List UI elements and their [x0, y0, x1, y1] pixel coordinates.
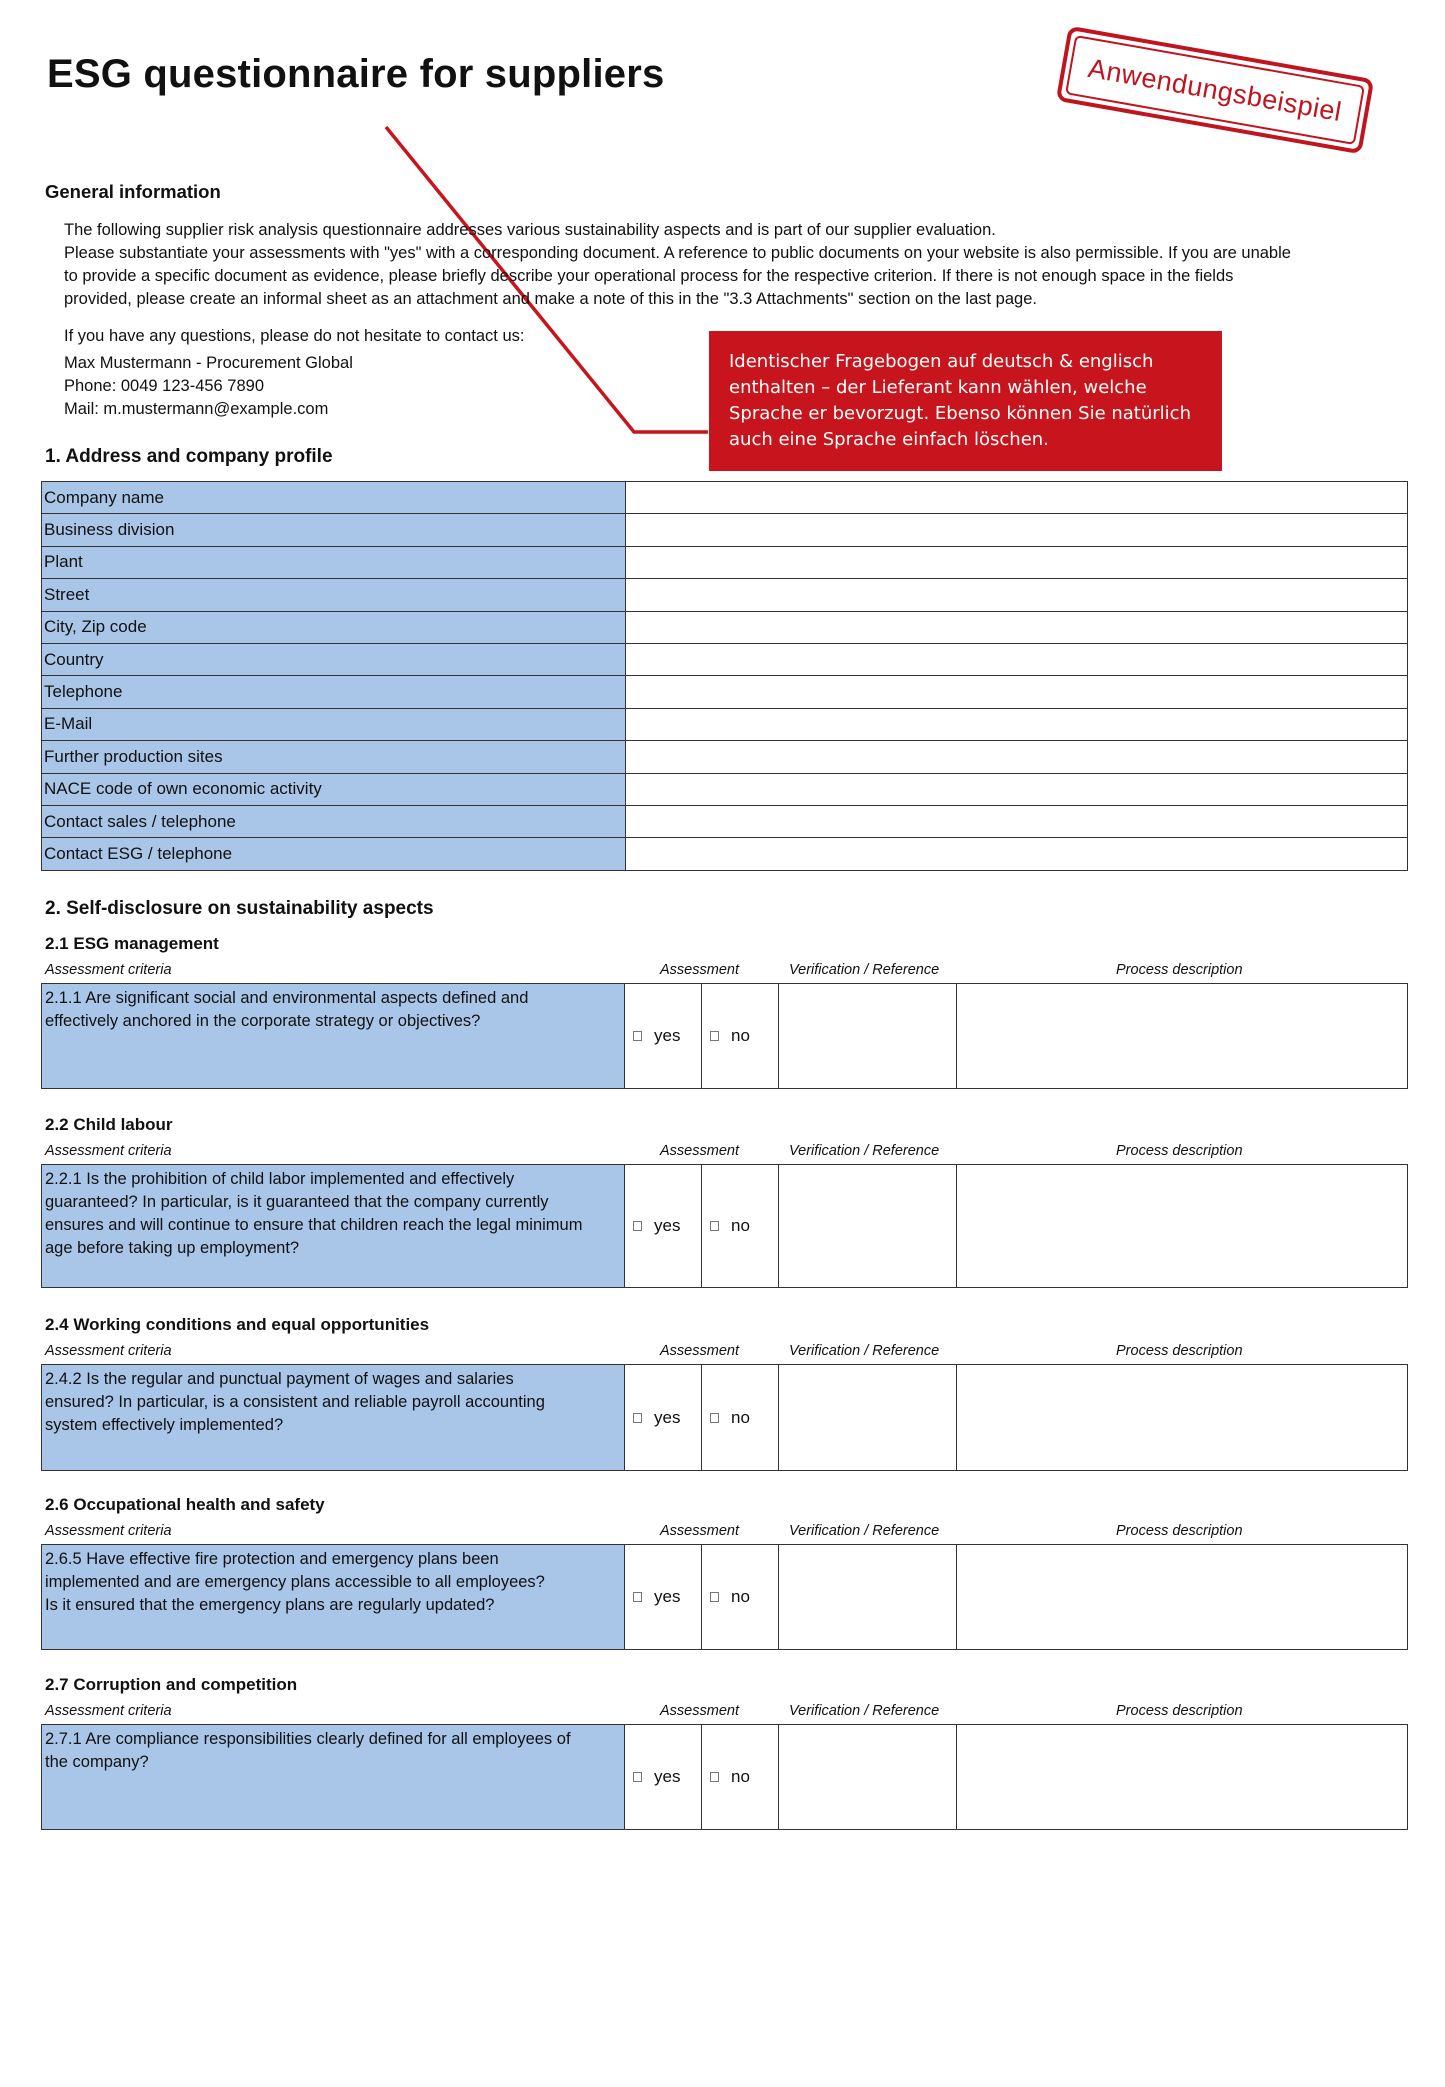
process-description-field[interactable]	[957, 1725, 1407, 1829]
no-checkbox[interactable]	[710, 1031, 719, 1041]
address-field-label: Country	[42, 643, 626, 675]
question-line: implemented and are emergency plans accessible to all employees?	[45, 1573, 545, 1591]
address-field-input[interactable]	[626, 611, 1408, 643]
page-title: ESG questionnaire for suppliers	[47, 52, 665, 96]
callout-line: enthalten – der Lieferant kann wählen, welche	[729, 377, 1147, 398]
question-row	[41, 1164, 1408, 1288]
yes-option[interactable]	[625, 1725, 702, 1829]
address-field-label: NACE code of own economic activity	[42, 773, 626, 805]
col-header-process: Process description	[1116, 1523, 1243, 1539]
no-checkbox[interactable]	[710, 1772, 719, 1782]
col-header-assessment: Assessment	[660, 1143, 739, 1159]
section-title: 2.7 Corruption and competition	[45, 1675, 298, 1694]
verification-field[interactable]	[779, 1165, 957, 1287]
col-header-process: Process description	[1116, 962, 1243, 978]
question-line: ensures and will continue to ensure that children reach the legal minimum	[45, 1216, 583, 1234]
verification-field[interactable]	[779, 984, 957, 1088]
intro-line: The following supplier risk analysis questionnaire addresses various sustainability aspects and is part of our supplier evaluation.	[64, 221, 996, 239]
address-field-input[interactable]	[626, 708, 1408, 740]
address-field-label: Contact ESG / telephone	[42, 838, 626, 870]
address-heading: 1. Address and company profile	[45, 446, 333, 467]
address-row	[42, 643, 1408, 675]
no-checkbox[interactable]	[710, 1592, 719, 1602]
address-field-input[interactable]	[626, 643, 1408, 675]
no-option[interactable]	[702, 1365, 779, 1470]
address-row	[42, 708, 1408, 740]
yes-label: yes	[654, 1216, 681, 1235]
address-field-label: City, Zip code	[42, 611, 626, 643]
question-line: 2.6.5 Have effective fire protection and emergency plans been	[45, 1550, 499, 1568]
col-header-criteria: Assessment criteria	[45, 1703, 172, 1719]
address-field-input[interactable]	[626, 741, 1408, 773]
contact-phone: Phone: 0049 123-456 7890	[64, 377, 265, 395]
no-option[interactable]	[702, 984, 779, 1088]
col-header-verification: Verification / Reference	[789, 1143, 940, 1159]
section-title: 2.6 Occupational health and safety	[45, 1495, 325, 1514]
process-description-field[interactable]	[957, 1545, 1407, 1649]
address-row	[42, 611, 1408, 643]
question-line: system effectively implemented?	[45, 1416, 284, 1434]
question-row	[41, 1724, 1408, 1830]
verification-field[interactable]	[779, 1365, 957, 1470]
address-row	[42, 514, 1408, 546]
col-header-verification: Verification / Reference	[789, 962, 940, 978]
address-field-label: Contact sales / telephone	[42, 805, 626, 837]
general-info-heading: General information	[45, 181, 221, 202]
address-field-input[interactable]	[626, 773, 1408, 805]
address-field-label: Business division	[42, 514, 626, 546]
address-field-input[interactable]	[626, 482, 1408, 514]
address-field-input[interactable]	[626, 676, 1408, 708]
question-row	[41, 1544, 1408, 1650]
address-row	[42, 741, 1408, 773]
callout-line: Identischer Fragebogen auf deutsch & englisch	[729, 351, 1154, 372]
address-field-input[interactable]	[626, 805, 1408, 837]
no-option[interactable]	[702, 1725, 779, 1829]
col-header-verification: Verification / Reference	[789, 1703, 940, 1719]
no-label: no	[731, 1587, 750, 1606]
address-row	[42, 482, 1408, 514]
contact-name: Max Mustermann - Procurement Global	[64, 354, 353, 372]
question-text	[42, 1165, 625, 1287]
col-header-criteria: Assessment criteria	[45, 962, 172, 978]
question-text	[42, 1365, 625, 1470]
question-line: Is it ensured that the emergency plans are regularly updated?	[45, 1596, 495, 1614]
address-field-input[interactable]	[626, 579, 1408, 611]
question-line: 2.4.2 Is the regular and punctual payment of wages and salaries	[45, 1370, 514, 1388]
yes-label: yes	[654, 1026, 681, 1045]
question-line: effectively anchored in the corporate strategy or objectives?	[45, 1012, 481, 1030]
address-table	[41, 481, 1408, 871]
yes-checkbox[interactable]	[633, 1592, 642, 1602]
contact-block	[64, 325, 664, 421]
question-row	[41, 983, 1408, 1089]
verification-field[interactable]	[779, 1725, 957, 1829]
question-line: guaranteed? In particular, is it guaranteed that the company currently	[45, 1193, 549, 1211]
intro-paragraph	[64, 219, 1374, 311]
col-header-criteria: Assessment criteria	[45, 1143, 172, 1159]
col-header-assessment: Assessment	[660, 1523, 739, 1539]
intro-line: provided, please create an informal sheet as an attachment and make a note of this in the "3.3 Attachments" section on the last page.	[64, 290, 1037, 308]
no-checkbox[interactable]	[710, 1221, 719, 1231]
question-line: ensured? In particular, is a consistent and reliable payroll accounting	[45, 1393, 545, 1411]
yes-checkbox[interactable]	[633, 1221, 642, 1231]
yes-label: yes	[654, 1407, 681, 1427]
yes-checkbox[interactable]	[633, 1031, 642, 1041]
question-line: the company?	[45, 1753, 149, 1771]
callout-line: Sprache er bevorzugt. Ebenso können Sie natürlich	[729, 403, 1191, 424]
col-header-assessment: Assessment	[660, 1343, 739, 1359]
col-header-criteria: Assessment criteria	[45, 1343, 172, 1359]
address-field-label: Street	[42, 579, 626, 611]
address-row	[42, 546, 1408, 578]
no-option[interactable]	[702, 1165, 779, 1287]
yes-option[interactable]	[625, 984, 702, 1088]
question-line: 2.2.1 Is the prohibition of child labor implemented and effectively	[45, 1170, 515, 1188]
process-description-field[interactable]	[957, 984, 1407, 1088]
question-line: 2.7.1 Are compliance responsibilities clearly defined for all employees of	[45, 1730, 571, 1748]
yes-option[interactable]	[625, 1165, 702, 1287]
no-label: no	[731, 1767, 750, 1786]
section-title: 2.4 Working conditions and equal opportunities	[45, 1315, 430, 1334]
address-field-label: Telephone	[42, 676, 626, 708]
col-header-process: Process description	[1116, 1703, 1243, 1719]
yes-label: yes	[654, 1587, 681, 1606]
col-header-assessment: Assessment	[660, 1703, 739, 1719]
contact-mail: Mail: m.mustermann@example.com	[64, 400, 329, 418]
sample-stamp	[1056, 26, 1374, 155]
address-field-input[interactable]	[626, 514, 1408, 546]
address-field-input[interactable]	[626, 838, 1408, 870]
no-checkbox[interactable]	[710, 1413, 719, 1423]
self-disclosure-heading: 2. Self-disclosure on sustainability aspects	[45, 898, 434, 919]
intro-line: Please substantiate your assessments with "yes" with a corresponding document. A reference to public documents on your website is also permissible. If you are unable	[64, 244, 1291, 262]
no-label: no	[731, 1026, 750, 1045]
col-header-verification: Verification / Reference	[789, 1523, 940, 1539]
verification-field[interactable]	[779, 1545, 957, 1649]
address-row	[42, 838, 1408, 870]
address-field-label: E-Mail	[42, 708, 626, 740]
col-header-process: Process description	[1116, 1343, 1243, 1359]
yes-option[interactable]	[625, 1545, 702, 1649]
address-field-label: Plant	[42, 546, 626, 578]
language-callout	[709, 331, 1222, 471]
col-header-verification: Verification / Reference	[789, 1343, 940, 1359]
col-header-process: Process description	[1116, 1143, 1243, 1159]
question-row	[41, 1364, 1408, 1471]
process-description-field[interactable]	[957, 1365, 1407, 1470]
address-row	[42, 579, 1408, 611]
no-label: no	[731, 1216, 750, 1235]
question-text	[42, 1545, 625, 1649]
intro-line: to provide a specific document as evidence, please briefly describe your operational process for the respective criterion. If there is not enough space in the fields	[64, 267, 1234, 285]
address-row	[42, 676, 1408, 708]
question-text	[42, 984, 625, 1088]
address-field-label: Company name	[42, 482, 626, 514]
col-header-assessment: Assessment	[660, 962, 739, 978]
stamp-label: Anwendungsbeispiel	[1065, 35, 1365, 145]
question-line: 2.1.1 Are significant social and environmental aspects defined and	[45, 989, 529, 1007]
address-row	[42, 773, 1408, 805]
col-header-criteria: Assessment criteria	[45, 1523, 172, 1539]
no-label: no	[731, 1407, 750, 1427]
yes-option[interactable]	[625, 1365, 702, 1470]
yes-label: yes	[654, 1767, 681, 1786]
address-row	[42, 805, 1408, 837]
no-option[interactable]	[702, 1545, 779, 1649]
contact-intro: If you have any questions, please do not hesitate to contact us:	[64, 327, 525, 345]
callout-line: auch eine Sprache einfach löschen.	[729, 429, 1049, 450]
question-line: age before taking up employment?	[45, 1239, 300, 1257]
question-text	[42, 1725, 625, 1829]
process-description-field[interactable]	[957, 1165, 1407, 1287]
address-field-input[interactable]	[626, 546, 1408, 578]
yes-checkbox[interactable]	[633, 1772, 642, 1782]
section-title: 2.2 Child labour	[45, 1115, 173, 1134]
yes-checkbox[interactable]	[633, 1413, 642, 1423]
address-field-label: Further production sites	[42, 741, 626, 773]
section-title: 2.1 ESG management	[45, 934, 219, 953]
